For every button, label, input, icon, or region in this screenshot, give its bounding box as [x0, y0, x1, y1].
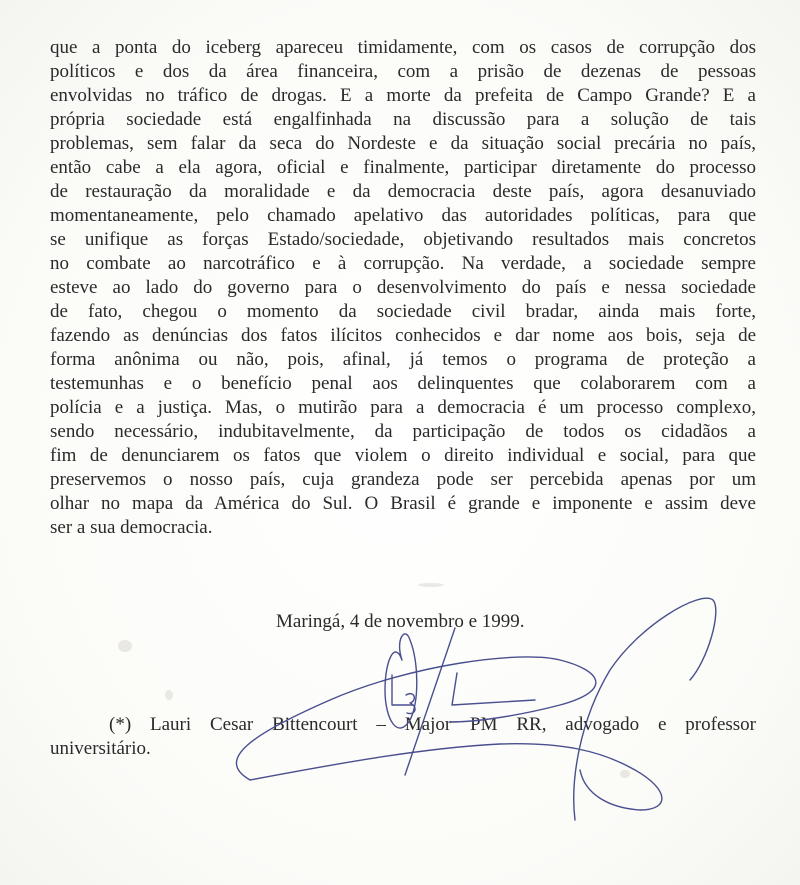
body-line: se unifique as forças Estado/sociedade, objetivando resultados mais concretos: [50, 229, 756, 250]
body-line: no combate ao narcotráfico e à corrupção. Na verdade, a sociedade sempre: [50, 253, 756, 274]
body-line: momentaneamente, pelo chamado apelativo das autoridades políticas, para que: [50, 205, 756, 226]
paper-speck: [118, 640, 132, 652]
body-line: políticos e dos da área financeira, com a prisão de dezenas de pessoas: [50, 61, 756, 82]
body-line: problemas, sem falar da seca do Nordeste e da situação social precária no país,: [50, 133, 756, 154]
body-line: polícia e a justiça. Mas, o mutirão para a democracia é um processo complexo,: [50, 397, 756, 418]
signature-l3: [392, 675, 413, 705]
body-line: envolvidas no tráfico de drogas. E a morte da prefeita de Campo Grande? E a: [50, 85, 756, 106]
body-line: própria sociedade está engalfinhada na discussão para a solução de tais: [50, 109, 756, 130]
paper-speck: [165, 690, 173, 700]
date-line: Maringá, 4 de novembro e 1999.: [276, 611, 525, 632]
body-line: olhar no mapa da América do Sul. O Brasil é grande e imponente e assim deve: [50, 493, 756, 514]
body-line: ser a sua democracia.: [50, 517, 213, 538]
paper-speck: [620, 770, 630, 778]
body-line: então cabe a ela agora, oficial e finalmente, participar diretamente do processo: [50, 157, 756, 178]
body-line: sendo necessário, indubitavelmente, da participação de todos os cidadãos a: [50, 421, 756, 442]
body-line: de restauração da moralidade e da democracia deste país, agora desanuviado: [50, 181, 756, 202]
footnote-line: universitário.: [50, 738, 151, 759]
body-line: fim de denunciarem os fatos que violem o direito individual e social, para que: [50, 445, 756, 466]
body-line: que a ponta do iceberg apareceu timidamente, com os casos de corrupção dos: [50, 37, 756, 58]
body-line: testemunhas e o benefício penal aos delinquentes que colaborarem com a: [50, 373, 756, 394]
author-footnote: [50, 713, 756, 761]
signature-second-l: [452, 673, 535, 705]
letter-body: [50, 36, 756, 540]
body-line: de fato, chegou o momento da sociedade civil bradar, ainda mais forte,: [50, 301, 756, 322]
signature-right-stroke: [574, 598, 716, 820]
paper-speck: [418, 583, 444, 587]
footnote-line: (*) Lauri Cesar Bittencourt – Major PM RR, advogado e professor: [109, 714, 756, 735]
body-line: forma anônima ou não, pois, afinal, já temos o programa de proteção a: [50, 349, 756, 370]
body-line: esteve ao lado do governo para o desenvolvimento do país e nessa sociedade: [50, 277, 756, 298]
body-line: fazendo as denúncias dos fatos ilícitos conhecidos e dar nome aos bois, seja de: [50, 325, 756, 346]
body-line: preservemos o nosso país, cuja grandeza pode ser percebida apenas por um: [50, 469, 756, 490]
signature-three: [406, 694, 415, 714]
